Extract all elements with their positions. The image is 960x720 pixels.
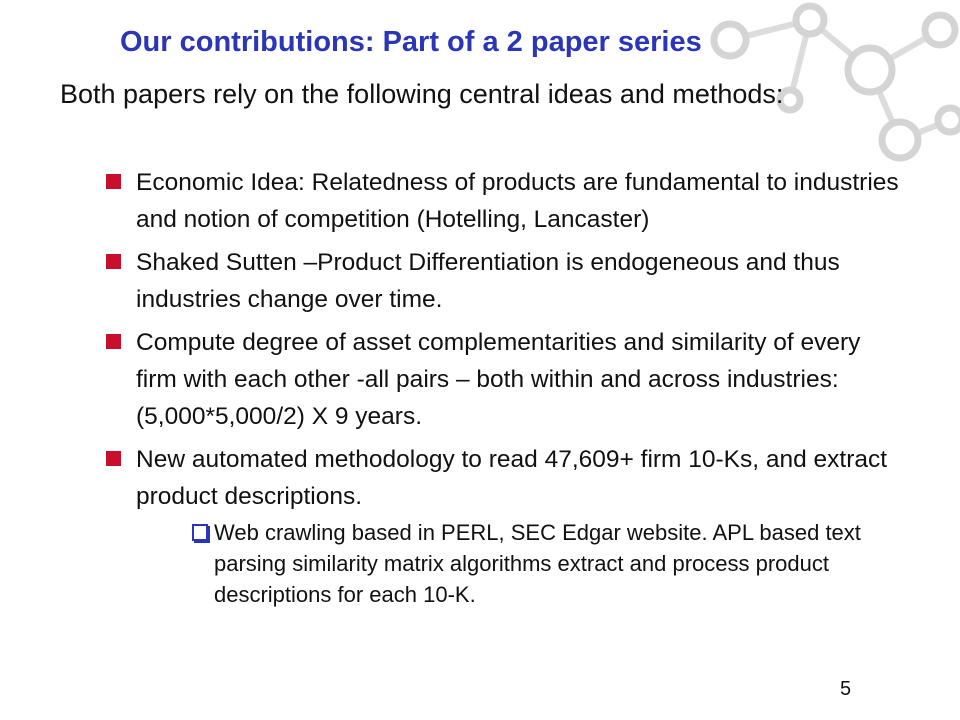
red-square-bullet-icon <box>106 334 121 349</box>
bullet-item <box>104 324 904 435</box>
sub-bullet-item <box>192 517 904 610</box>
bullet-item <box>104 244 904 318</box>
bullet-item <box>104 164 904 238</box>
page-number: 5 <box>840 678 852 700</box>
bullet-item <box>104 441 904 610</box>
red-square-bullet-icon <box>106 174 121 189</box>
sub-bullet-text: Web crawling based in PERL, SEC Edgar website. APL based text parsing similarity matrix algorithms extract and process product descriptions for each 10-K. <box>214 520 861 607</box>
red-square-bullet-icon <box>106 254 121 269</box>
slide-title: Our contributions: Part of a 2 paper series <box>120 26 702 58</box>
bullet-text: New automated methodology to read 47,609+ firm 10-Ks, and extract product descriptions. <box>136 446 888 510</box>
hollow-square-bullet-icon <box>192 524 208 541</box>
bullet-text: Economic Idea: Relatedness of products are fundamental to industries and notion of competition (Hotelling, Lancaster) <box>136 169 899 233</box>
bullet-text: Compute degree of asset complementarities and similarity of every firm with each other -all pairs – both within and across industries: (5,000*5,000/2) X 9 years. <box>136 329 861 430</box>
intro-text: Both papers rely on the following central ideas and methods: <box>60 79 784 109</box>
bullet-text: Shaked Sutten –Product Differentiation is endogeneous and thus industries change over time. <box>136 249 840 313</box>
red-square-bullet-icon <box>106 451 121 466</box>
bullet-list <box>104 164 904 616</box>
